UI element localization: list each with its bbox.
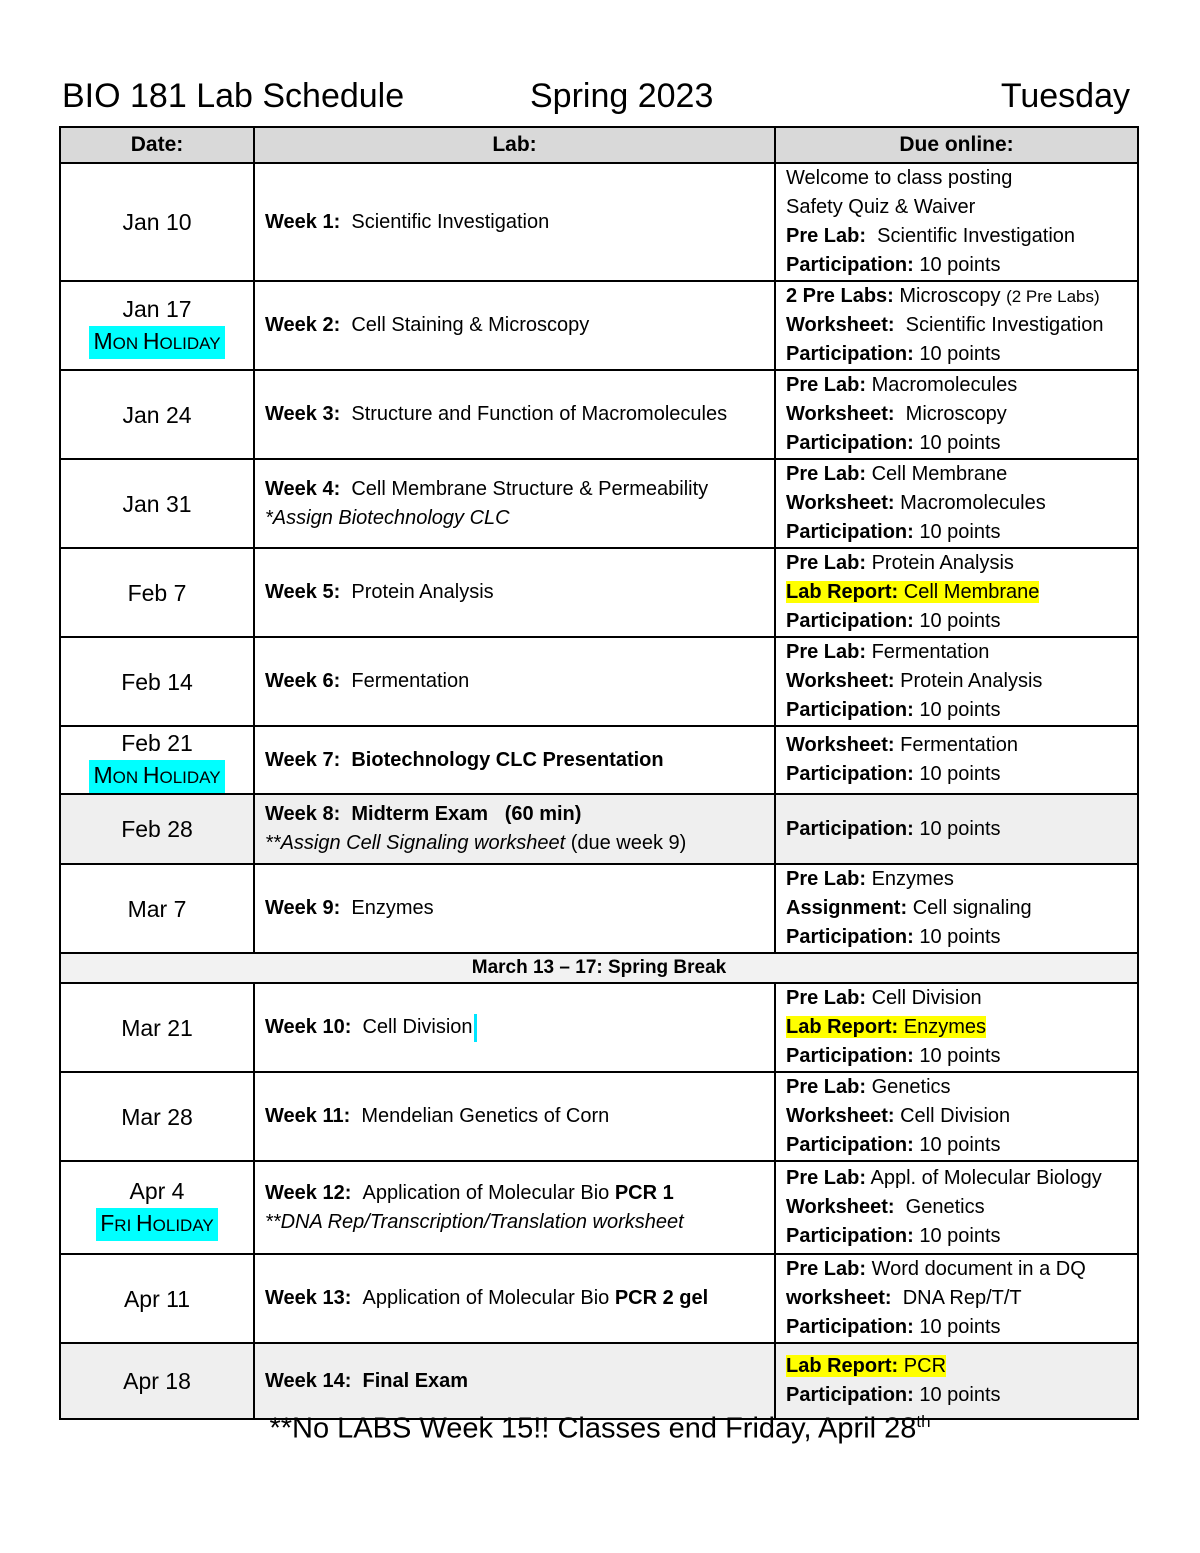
- document-header: [62, 76, 1130, 120]
- due-item: Participation: 10 points: [786, 1045, 1001, 1067]
- due-item: Pre Lab: Macromolecules: [786, 374, 1018, 396]
- date-text: Feb 21: [121, 730, 193, 756]
- due-column-header: Due online:: [775, 127, 1138, 163]
- lab-cell: Week 12: Application of Molecular Bio PCR 1 **DNA Rep/Transcription/Translation worksheet: [254, 1161, 775, 1254]
- due-cell: [775, 1254, 1138, 1343]
- lab-cell: Week 4: Cell Membrane Structure & Permeability *Assign Biotechnology CLC: [254, 459, 775, 548]
- due-item: Pre Lab: Cell Membrane: [786, 463, 1008, 485]
- date-cell: Mar 21: [60, 983, 254, 1072]
- due-item: Assignment: Cell signaling: [786, 897, 1032, 919]
- due-item: Participation: 10 points: [786, 1384, 1001, 1406]
- week-label: Week 2:: [265, 314, 341, 336]
- lab-cell: Week 5: Protein Analysis: [254, 548, 775, 637]
- holiday-badge: MON HOLIDAY: [89, 326, 224, 359]
- footer-note: [0, 1402, 1200, 1449]
- footer-text: **No LABS Week 15!! Classes end Friday, April 28: [269, 1412, 917, 1445]
- due-item: Participation: 10 points: [786, 763, 1001, 785]
- due-item: Pre Lab: Protein Analysis: [786, 552, 1014, 574]
- due-item: Worksheet: Microscopy: [786, 403, 1007, 425]
- due-cell: [775, 794, 1138, 864]
- spring-break-label: March 13 – 17: Spring Break: [60, 953, 1138, 983]
- course-title: BIO 181 Lab Schedule: [62, 77, 405, 115]
- due-cell: [775, 548, 1138, 637]
- table-row: [60, 1254, 1138, 1343]
- due-cell: [775, 459, 1138, 548]
- due-item: Participation: 10 points: [786, 926, 1001, 948]
- due-label: Pre Lab:: [786, 225, 867, 247]
- due-item: [786, 251, 1137, 280]
- due-item: Participation: 10 points: [786, 699, 1001, 721]
- due-item-highlighted: Lab Report: Enzymes: [786, 1016, 987, 1038]
- due-label: Participation:: [786, 254, 914, 276]
- lab-cell: Week 10: Cell Division: [254, 983, 775, 1072]
- due-item: worksheet: DNA Rep/T/T: [786, 1287, 1022, 1309]
- lab-cell: [254, 163, 775, 281]
- due-item: Pre Lab: Genetics: [786, 1076, 951, 1098]
- lab-cell: Week 8: Midterm Exam (60 min) **Assign Cell Signaling worksheet (due week 9): [254, 794, 775, 864]
- due-item: Pre Lab: Cell Division: [786, 987, 982, 1009]
- due-item: Participation: 10 points: [786, 817, 1001, 840]
- table-row: [60, 637, 1138, 726]
- due-item: Participation: 10 points: [786, 1134, 1001, 1156]
- text-cursor: [474, 1014, 477, 1042]
- due-cell: [775, 1161, 1138, 1254]
- due-item-highlighted: Lab Report: PCR: [786, 1355, 947, 1377]
- date-column-header: Date:: [60, 127, 254, 163]
- table-row: [60, 459, 1138, 548]
- lab-cell: Week 7: Biotechnology CLC Presentation: [254, 726, 775, 794]
- due-item: Pre Lab: Word document in a DQ: [786, 1258, 1086, 1280]
- due-cell: [775, 163, 1138, 281]
- due-cell: [775, 1072, 1138, 1161]
- date-cell: Apr 11: [60, 1254, 254, 1343]
- week-label: Week 1:: [265, 210, 341, 233]
- table-row: [60, 794, 1138, 864]
- table-row: [60, 548, 1138, 637]
- date-cell: Apr 18: [60, 1343, 254, 1419]
- table-row: [60, 1072, 1138, 1161]
- date-text: Apr 4: [129, 1177, 185, 1204]
- lab-cell: Week 14: Final Exam: [254, 1343, 775, 1419]
- due-item: Worksheet: Protein Analysis: [786, 670, 1043, 692]
- lab-cell: [254, 281, 775, 370]
- due-item: Pre Lab: Enzymes: [786, 868, 954, 890]
- table-row: [60, 726, 1138, 794]
- lab-column-header: Lab:: [254, 127, 775, 163]
- due-item: Worksheet: Genetics: [786, 1196, 985, 1218]
- date-cell: Feb 14: [60, 637, 254, 726]
- due-item: Pre Lab: Fermentation: [786, 641, 990, 663]
- due-item-highlighted: Lab Report: Cell Membrane: [786, 581, 1040, 603]
- due-item: Worksheet: Macromolecules: [786, 492, 1046, 514]
- lab-note: **DNA Rep/Transcription/Translation worksheet: [265, 1210, 684, 1233]
- table-row: [60, 163, 1138, 281]
- due-cell: [775, 637, 1138, 726]
- date-cell: [60, 281, 254, 370]
- date-cell: Feb 28: [60, 794, 254, 864]
- lab-cell: Week 6: Fermentation: [254, 637, 775, 726]
- date-cell: Jan 10: [60, 163, 254, 281]
- due-item: Participation: 10 points: [786, 432, 1001, 454]
- due-item: Participation: 10 points: [786, 521, 1001, 543]
- date-cell: Feb 7: [60, 548, 254, 637]
- due-item: Participation: 10 points: [786, 1225, 1001, 1247]
- due-item: Safety Quiz & Waiver: [786, 196, 976, 218]
- date-cell: Jan 24: [60, 370, 254, 459]
- holiday-badge: FRI HOLIDAY: [96, 1208, 218, 1241]
- due-text: Scientific Investigation: [877, 225, 1076, 247]
- due-item: Worksheet: Fermentation: [786, 734, 1018, 756]
- table-row: [60, 864, 1138, 953]
- due-item: Worksheet: Cell Division: [786, 1105, 1011, 1127]
- lab-note: *Assign Biotechnology CLC: [265, 506, 510, 529]
- due-cell: [775, 864, 1138, 953]
- lab-cell: Week 9: Enzymes: [254, 864, 775, 953]
- date-cell: [60, 726, 254, 794]
- lab-title: Scientific Investigation: [351, 210, 550, 233]
- date-text: Jan 17: [122, 295, 192, 322]
- due-item: Participation: 10 points: [786, 610, 1001, 632]
- lab-title: Cell Staining & Microscopy: [351, 314, 590, 336]
- table-row: [60, 1161, 1138, 1254]
- lab-cell: Week 11: Mendelian Genetics of Corn: [254, 1072, 775, 1161]
- date-cell: [60, 1161, 254, 1254]
- due-item: [786, 222, 1137, 251]
- footer-superscript: th: [916, 1412, 931, 1431]
- due-cell: [775, 726, 1138, 794]
- lab-schedule-table: [59, 126, 1139, 1420]
- due-text: 10 points: [919, 254, 1001, 276]
- table-row: [60, 281, 1138, 370]
- due-item: Pre Lab: Appl. of Molecular Biology: [786, 1167, 1102, 1189]
- date-cell: Mar 7: [60, 864, 254, 953]
- day-label: Tuesday: [1000, 77, 1130, 115]
- due-item: Participation: 10 points: [786, 343, 1001, 365]
- lab-cell: Week 3: Structure and Function of Macromolecules: [254, 370, 775, 459]
- due-item: 2 Pre Labs: Microscopy (2 Pre Labs): [786, 285, 1100, 307]
- due-cell: [775, 983, 1138, 1072]
- lab-note: **Assign Cell Signaling worksheet (due week 9): [265, 832, 687, 854]
- table-row: [60, 983, 1138, 1072]
- table-row: [60, 370, 1138, 459]
- spring-break-row: [60, 953, 1138, 983]
- table-header-row: [60, 127, 1138, 163]
- term-label: Spring 2023: [530, 77, 714, 115]
- lab-cell: Week 13: Application of Molecular Bio PCR 2 gel: [254, 1254, 775, 1343]
- date-cell: Jan 31: [60, 459, 254, 548]
- due-item: Welcome to class posting: [786, 167, 1013, 189]
- holiday-badge: MON HOLIDAY: [89, 760, 224, 793]
- due-item: Worksheet: Scientific Investigation: [786, 314, 1104, 336]
- due-item: Participation: 10 points: [786, 1316, 1001, 1338]
- date-cell: Mar 28: [60, 1072, 254, 1161]
- due-cell: [775, 370, 1138, 459]
- due-cell: [775, 281, 1138, 370]
